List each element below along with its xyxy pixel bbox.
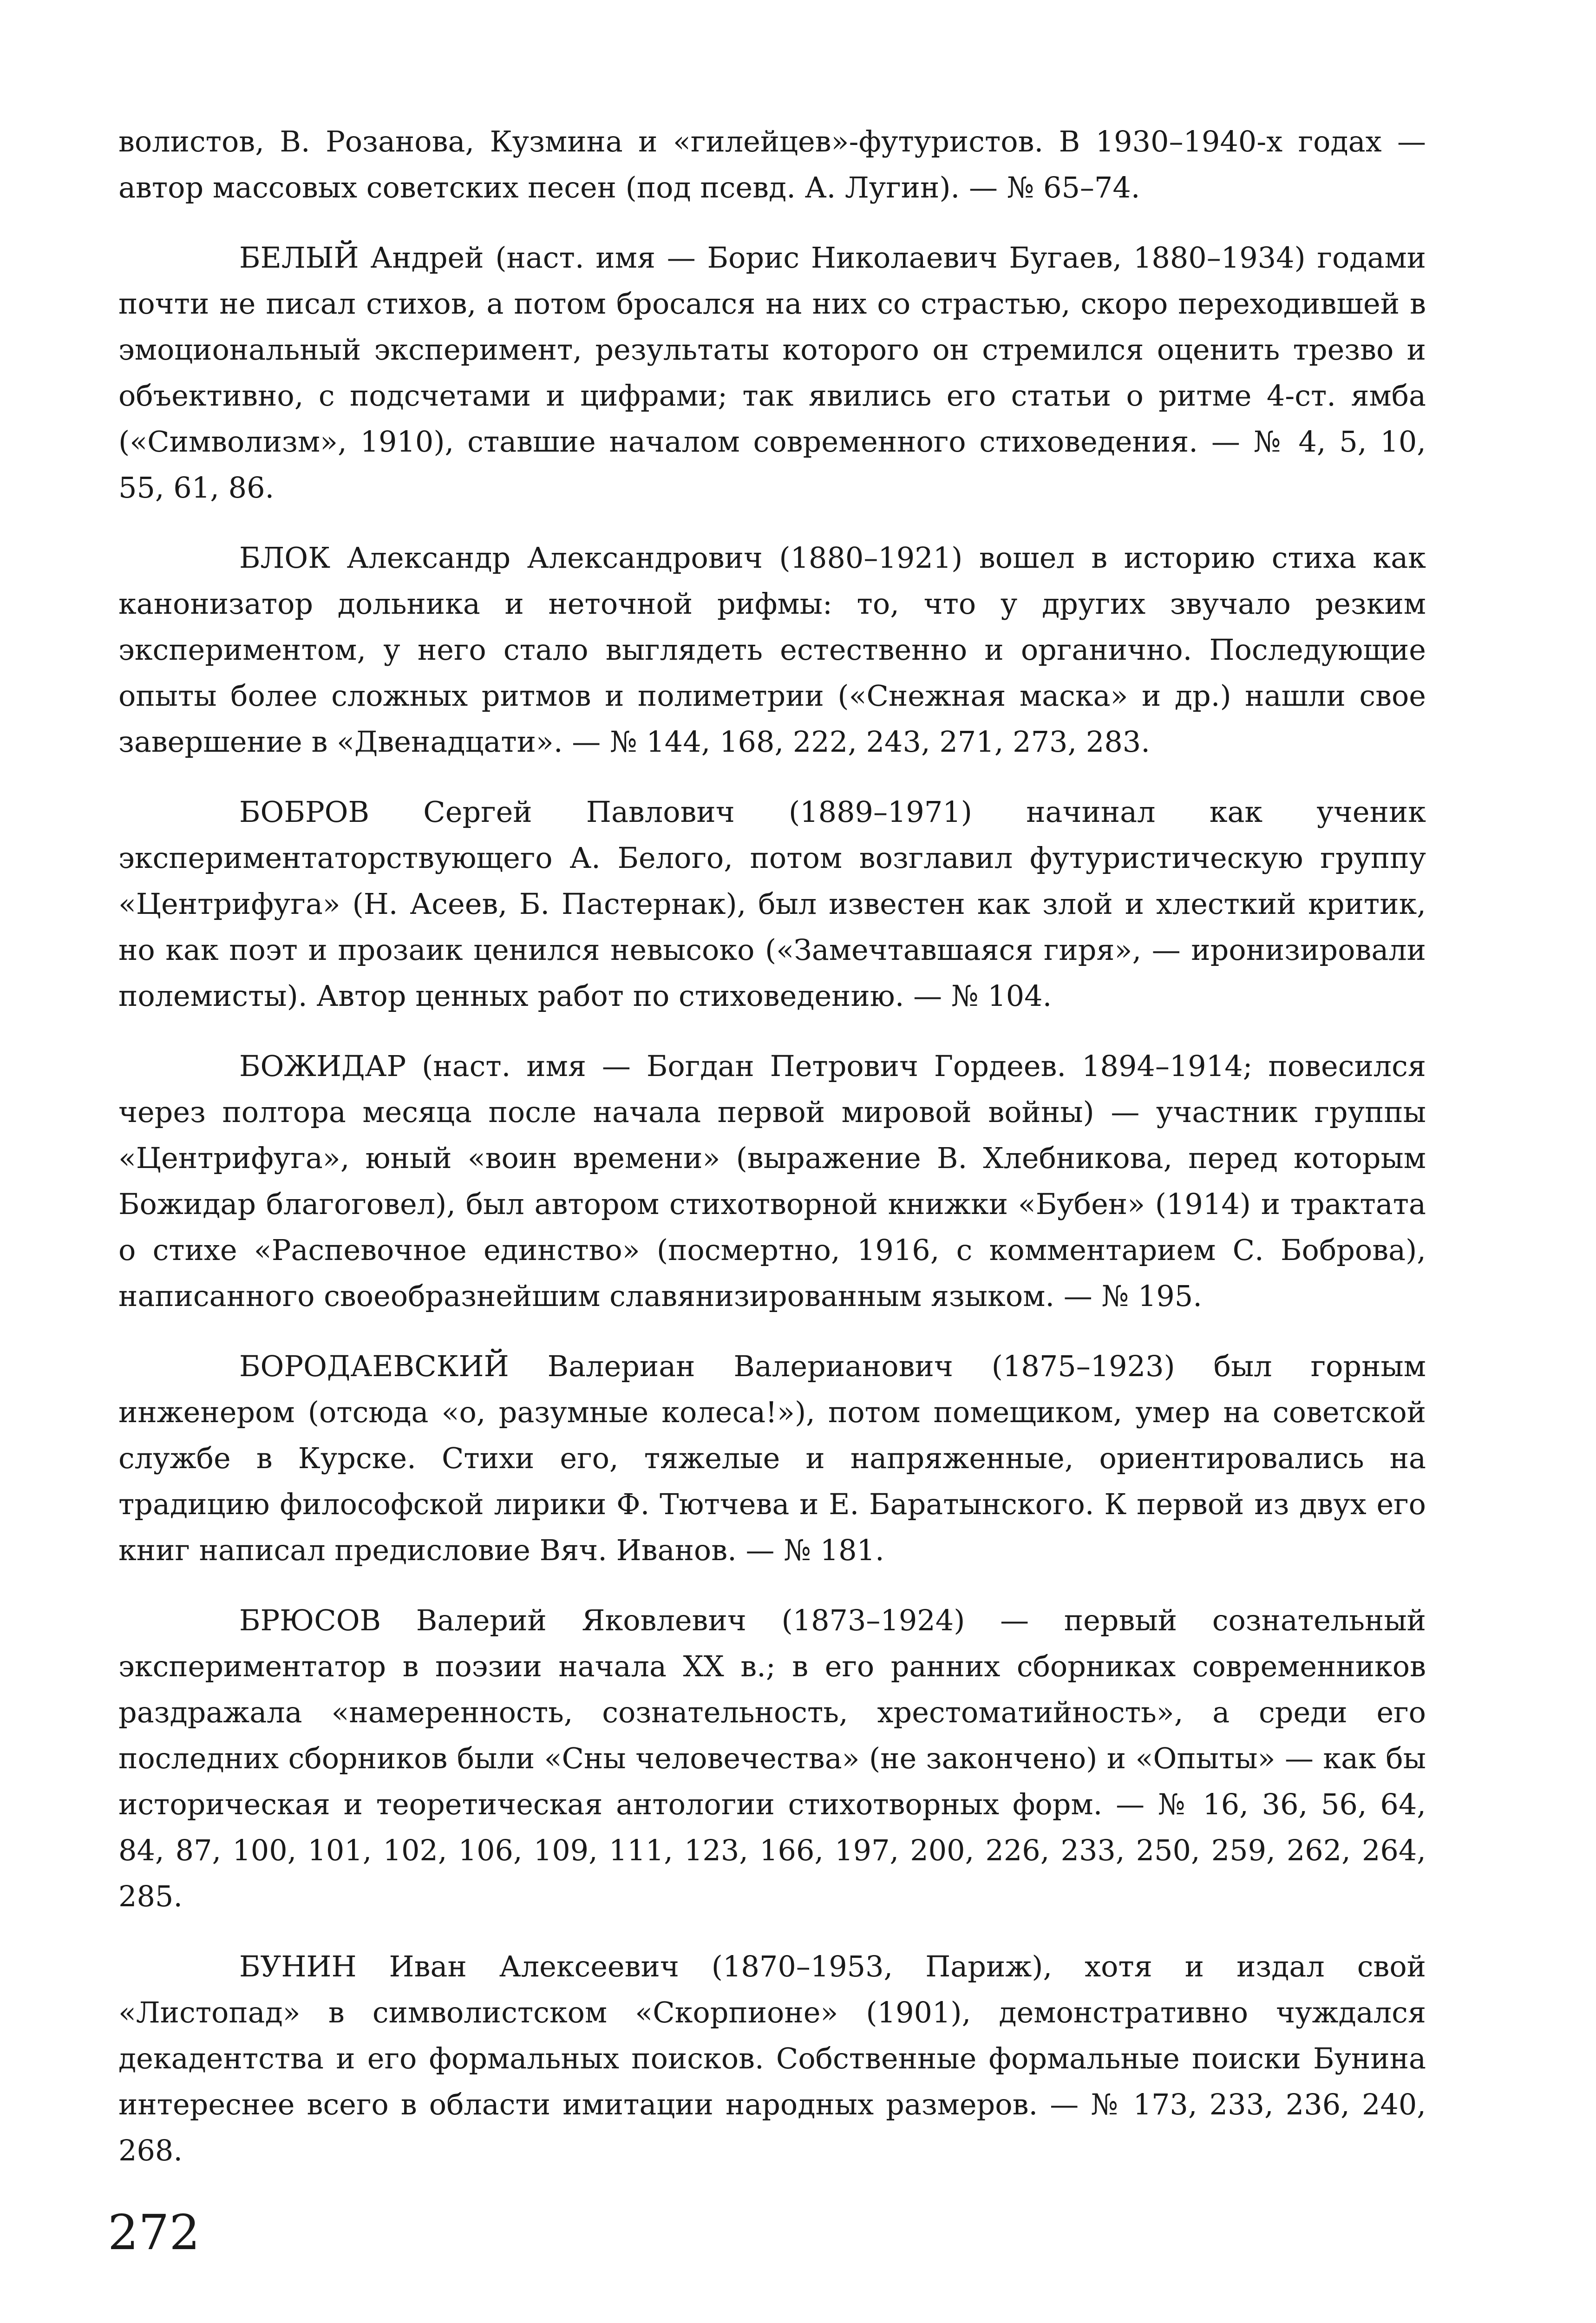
entry-bobrov: БОБРОВ Сергей Павлович (1889–1971) начинал как ученик экспериментаторствующего А. Белого, потом возглавил футуристическую группу «Центрифуга» (Н. Асеев, Б. Пастернак), был известен как злой и хлесткий критик, но как поэт и прозаик ценился невысоко («Замечтавшаяся гиря», — иронизировали полемисты). Автор ценных работ по стиховедению. — № 104. [118, 795, 1426, 1013]
entry-bunin: БУНИН Иван Алексеевич (1870–1953, Париж), хотя и издал свой «Листопад» в символистском «Скорпионе» (1901), демонстративно чуждался декадентства и его формальных поисков. Собственные формальные поиски Бунина интереснее всего в области имитации народных размеров. — № 173, 233, 236, 240, 268. [118, 1949, 1426, 2167]
entry-bely: БЕЛЫЙ Андрей (наст. имя — Борис Николаевич Бугаев, 1880–1934) годами почти не писал стихов, а потом бросался на них со страстью, скоро переходившей в эмоциональный эксперимент, результаты которого он стремился оценить трезво и объективно, с подсчетами и цифрами; так явились его статьи о ритме 4-ст. ямба («Символизм», 1910), ставшие началом современного стиховедения. — № 4, 5, 10, 55, 61, 86. [118, 241, 1426, 505]
page-number: 272 [108, 2204, 200, 2261]
text-block [118, 118, 1426, 2198]
entry-continuation: волистов, В. Розанова, Кузмина и «гилейцев»-футуристов. В 1930–1940-х годах — автор массовых советских песен (под псевд. А. Лугин). — № 65–74. [118, 125, 1426, 204]
entry-bryusov: БРЮСОВ Валерий Яковлевич (1873–1924) — первый сознательный экспериментатор в поэзии начала XX в.; в его ранних сборниках современников раздражала «намеренность, сознательность, хрестоматийность», а среди его последних сборников были «Сны человечества» (не закончено) и «Опыты» — как бы историческая и теоретическая антологии стихотворных форм. — № 16, 36, 56, 64, 84, 87, 100, 101, 102, 106, 109, 111, 123, 166, 197, 200, 226, 233, 250, 259, 262, 264, 285. [118, 1603, 1426, 1913]
entry-bozhidar: БОЖИДАР (наст. имя — Богдан Петрович Гордеев. 1894–1914; повесился через полтора месяца после начала первой мировой войны) — участник группы «Центрифуга», юный «воин времени» (выражение В. Хлебникова, перед которым Божидар благоговел), был автором стихотворной книжки «Бубен» (1914) и трактата о стихе «Распевочное единство» (посмертно, 1916, с комментарием С. Боброва), написанного своеобразнейшим славянизированным языком. — № 195. [118, 1049, 1426, 1313]
entry-borodaevsky: БОРОДАЕВСКИЙ Валериан Валерианович (1875–1923) был горным инженером (отсюда «о, разумные колеса!»), потом помещиком, умер на советской службе в Курске. Стихи его, тяжелые и напряженные, ориентировались на традицию философской лирики Ф. Тютчева и Е. Баратынского. К первой из двух его книг написал предисловие Вяч. Иванов. — № 181. [118, 1349, 1426, 1567]
entry-blok: БЛОК Александр Александрович (1880–1921) вошел в историю стиха как канонизатор дольника и неточной рифмы: то, что у других звучало резким экспериментом, у него стало выглядеть естественно и органично. Последующие опыты более сложных ритмов и полиметрии («Снежная маска» и др.) нашли свое завершение в «Двенадцати». — № 144, 168, 222, 243, 271, 273, 283. [118, 541, 1426, 759]
